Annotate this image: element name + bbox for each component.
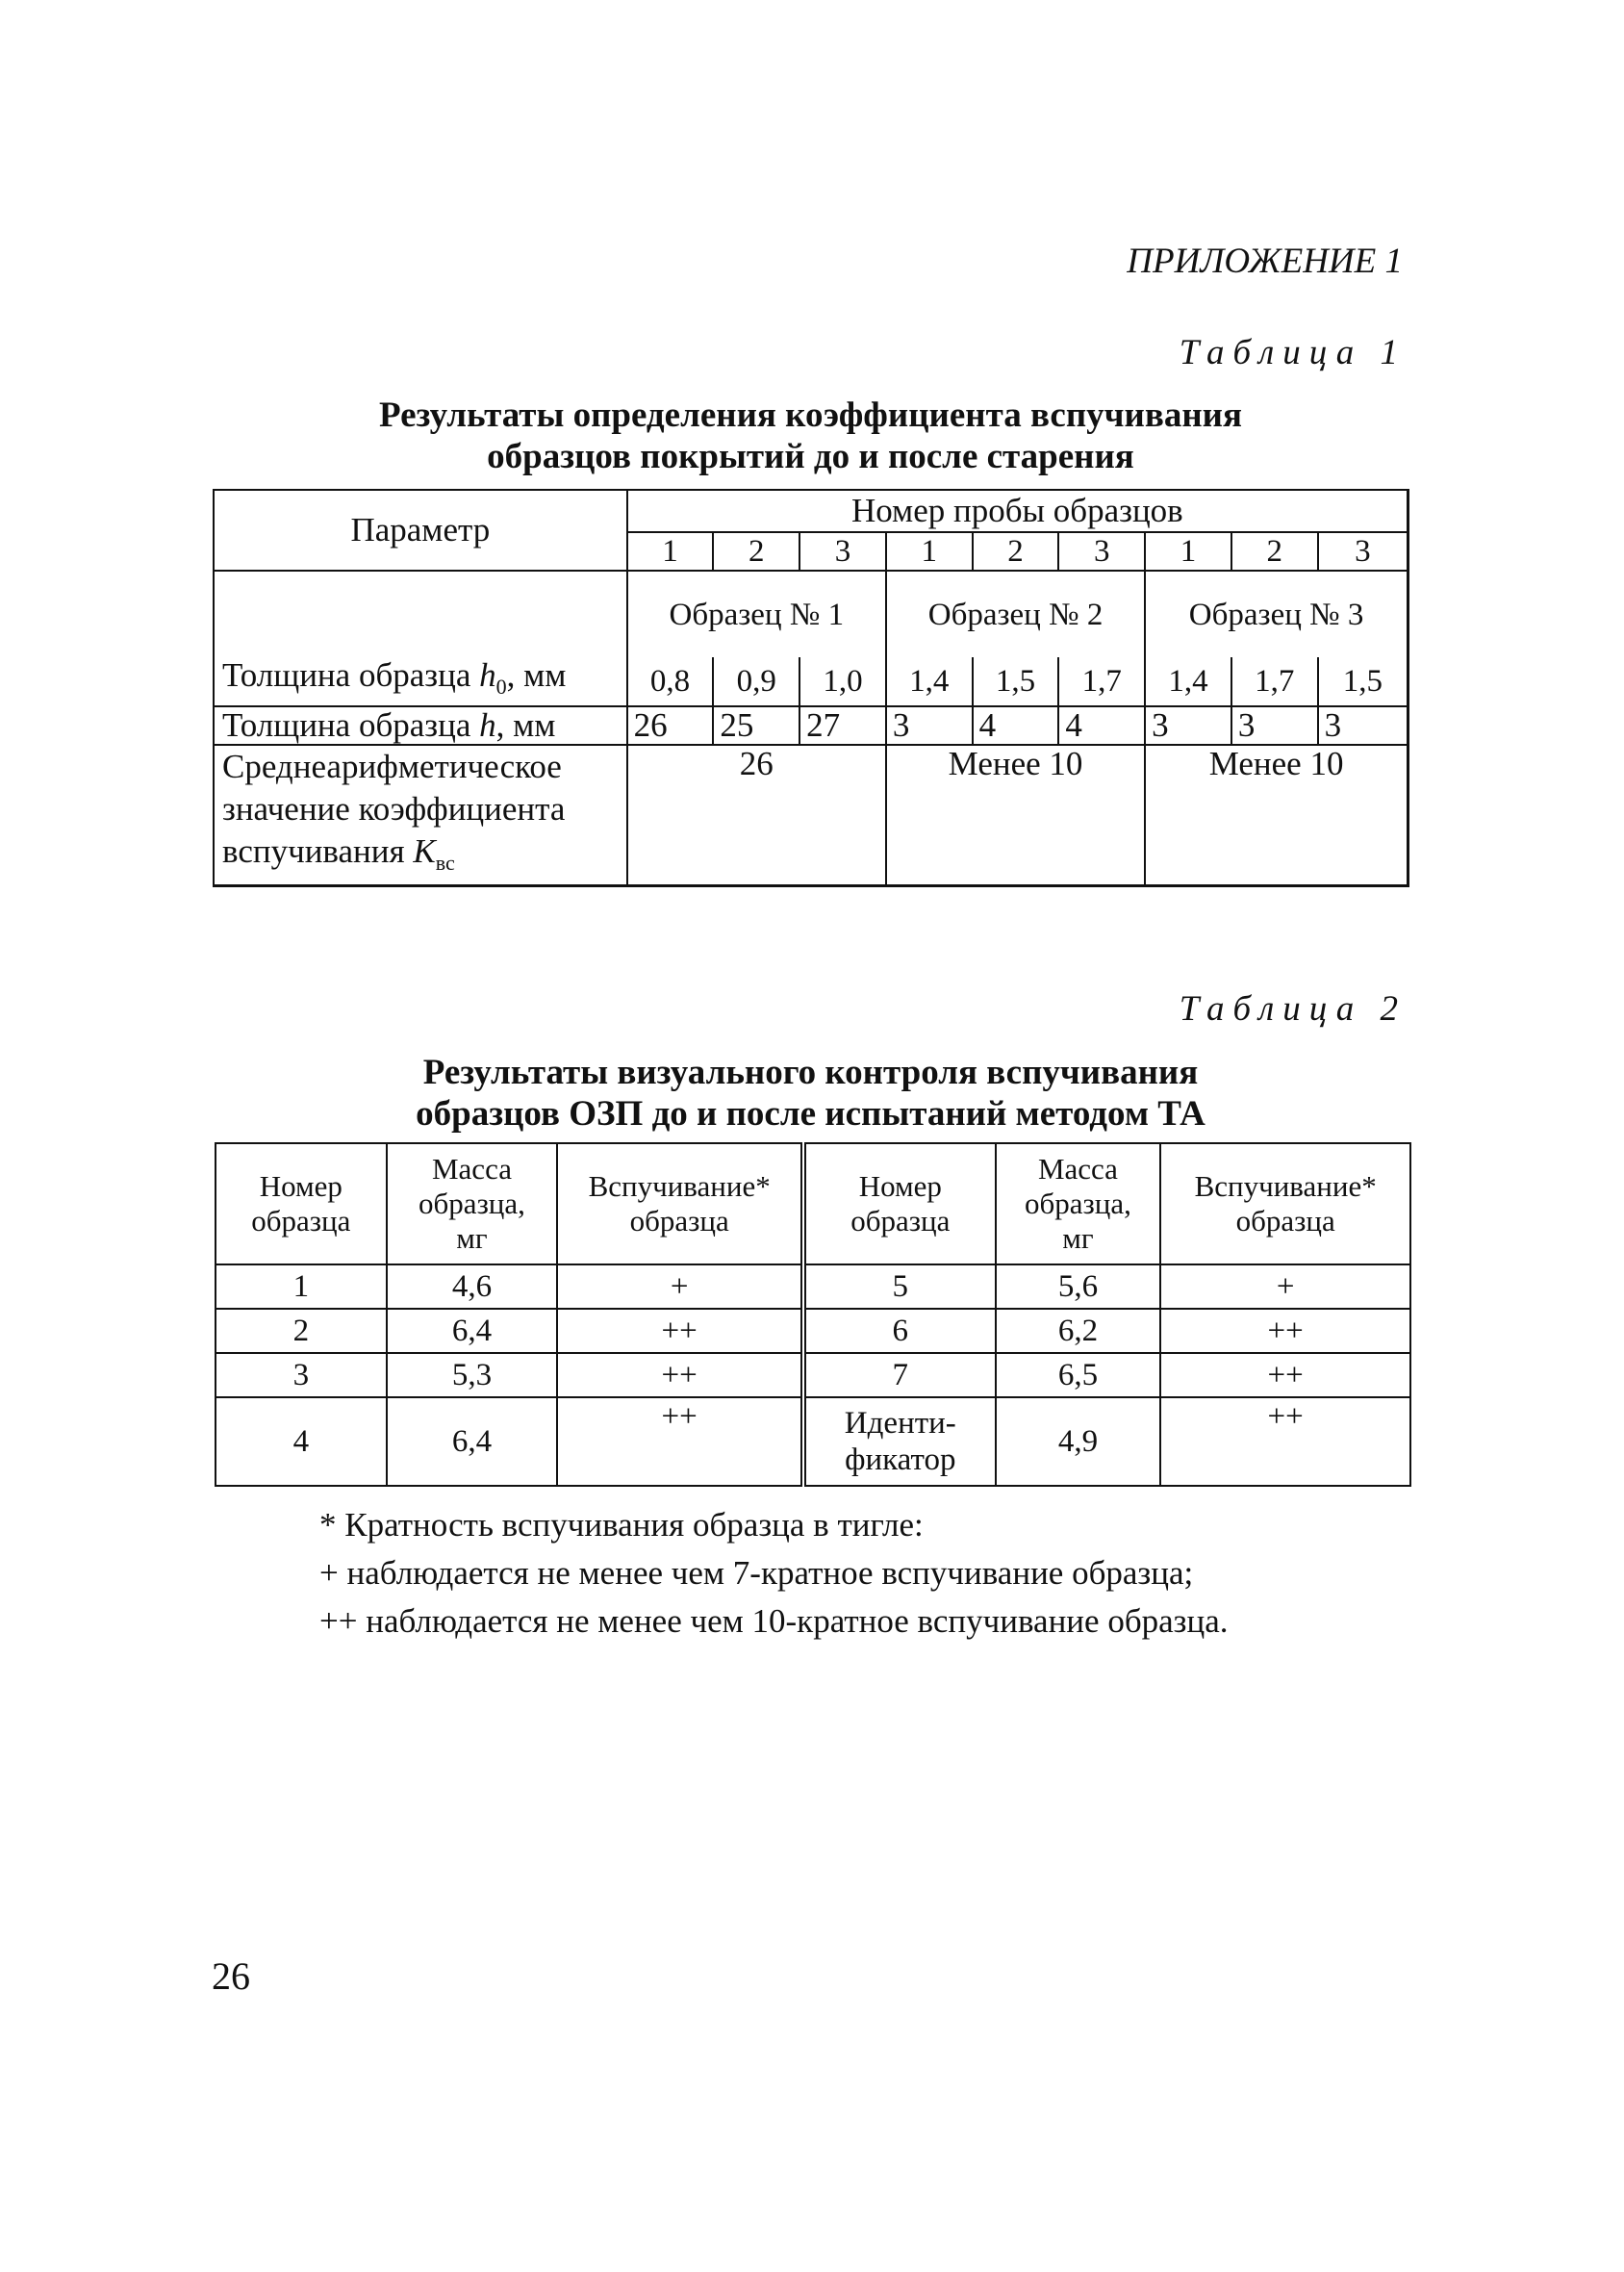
head-mass-line3: мг <box>456 1221 488 1255</box>
sample-mass: 4,6 <box>387 1264 558 1309</box>
row-avg-sub: вс <box>435 851 455 875</box>
sample-mass: 6,5 <box>996 1353 1161 1397</box>
head-mass-line3: мг <box>1062 1221 1094 1255</box>
row-avg-line2: значение коэффициента <box>222 790 566 828</box>
head-swell-line2: образца <box>1235 1204 1335 1238</box>
sample-mass: 4,9 <box>996 1397 1161 1486</box>
row-h0-label <box>214 657 627 706</box>
table1-label: Таблица 1 <box>1179 333 1407 372</box>
table-row <box>216 1264 1410 1309</box>
head-num-line1: Номер <box>858 1169 942 1203</box>
h0-value: 1,7 <box>1058 657 1145 706</box>
probe-number: 2 <box>713 532 799 571</box>
sample-mass: 6,4 <box>387 1397 558 1486</box>
sample-number: 2 <box>216 1309 387 1353</box>
sample-mass: 6,2 <box>996 1309 1161 1353</box>
sample-swell: ++ <box>1160 1353 1410 1397</box>
row-h0-symbol: h <box>479 656 496 694</box>
probe-number: 1 <box>886 532 973 571</box>
head-swell-right <box>1160 1143 1410 1264</box>
identifier-line1: Иденти- <box>844 1406 956 1441</box>
probe-number: 1 <box>1145 532 1231 571</box>
table2-caption-line1: Результаты визуального контроля вспучивания <box>422 1053 1199 1092</box>
footnote-line: + наблюдается не менее чем 7-кратное вспучивание образца; <box>319 1554 1194 1592</box>
h0-value: 1,5 <box>973 657 1059 706</box>
sample-mass: 5,6 <box>996 1264 1161 1309</box>
row-h0-unit: , мм <box>506 656 567 694</box>
h-value: 4 <box>1058 706 1145 745</box>
table-row <box>216 1353 1410 1397</box>
col-param-header: Параметр <box>214 490 627 571</box>
head-swell-line2: образца <box>629 1204 729 1238</box>
sample-number: 6 <box>803 1309 996 1353</box>
avg-value: Менее 10 <box>886 745 1145 886</box>
table1-caption <box>212 395 1409 477</box>
table2-caption <box>212 1052 1409 1135</box>
sample-number: 5 <box>803 1264 996 1309</box>
probe-number: 3 <box>1318 532 1408 571</box>
head-swell-line1: Вспучивание* <box>1194 1169 1377 1203</box>
sample-number: 1 <box>216 1264 387 1309</box>
head-mass-line1: Масса <box>431 1152 512 1186</box>
row-h-symbol: h <box>479 706 496 744</box>
h0-value: 1,5 <box>1318 657 1408 706</box>
footnotes <box>319 1501 1229 1646</box>
head-num-right <box>803 1143 996 1264</box>
row-avg-line1: Среднеарифметическое <box>222 748 562 785</box>
h0-value: 1,7 <box>1231 657 1318 706</box>
row-avg-line3: вспучивания <box>222 832 414 870</box>
sample-number: 7 <box>803 1353 996 1397</box>
row-h0 <box>214 657 1408 706</box>
sample-group-3: Образец № 3 <box>1145 571 1408 657</box>
head-mass-line2: образца, <box>419 1187 525 1220</box>
head-swell-line1: Вспучивание* <box>588 1169 771 1203</box>
h-value: 4 <box>973 706 1059 745</box>
h-value: 3 <box>886 706 973 745</box>
sample-group-1: Образец № 1 <box>627 571 886 657</box>
table1 <box>213 489 1409 887</box>
head-mass-left <box>387 1143 558 1264</box>
sample-swell: ++ <box>1160 1309 1410 1353</box>
h-value: 25 <box>713 706 799 745</box>
table-row <box>216 1397 1410 1486</box>
h0-value: 1,4 <box>1145 657 1231 706</box>
row-h-label <box>214 706 627 745</box>
h0-value: 0,8 <box>627 657 714 706</box>
head-mass-line1: Масса <box>1037 1152 1118 1186</box>
head-mass-right <box>996 1143 1161 1264</box>
h-value: 3 <box>1318 706 1408 745</box>
appendix-title: ПРИЛОЖЕНИЕ 1 <box>1127 242 1403 281</box>
h-value: 27 <box>799 706 886 745</box>
identifier-line2: фикатор <box>845 1442 956 1477</box>
row-h-text: Толщина образца <box>222 706 480 744</box>
row-avg-symbol: K <box>413 832 436 870</box>
table-row <box>216 1309 1410 1353</box>
head-num-line2: образца <box>251 1204 351 1238</box>
sample-group-2: Образец № 2 <box>886 571 1145 657</box>
sample-number: 3 <box>216 1353 387 1397</box>
head-num-left <box>216 1143 387 1264</box>
table1-caption-line2: образцов покрытий до и после старения <box>487 437 1134 476</box>
sample-swell: + <box>557 1264 803 1309</box>
page-number: 26 <box>212 1954 250 1998</box>
row-h0-text: Толщина образца <box>222 656 480 694</box>
probe-number: 2 <box>973 532 1059 571</box>
h-value: 3 <box>1231 706 1318 745</box>
sample-swell: ++ <box>557 1309 803 1353</box>
avg-value: Менее 10 <box>1145 745 1408 886</box>
h-value: 3 <box>1145 706 1231 745</box>
row-h <box>214 706 1408 745</box>
avg-value: 26 <box>627 745 886 886</box>
probe-number: 3 <box>1058 532 1145 571</box>
table2-caption-line2: образцов ОЗП до и после испытаний методом ТА <box>416 1094 1205 1134</box>
footnote-line: * Кратность вспучивания образца в тигле: <box>319 1506 924 1544</box>
probe-number: 3 <box>799 532 886 571</box>
probe-number: 1 <box>627 532 714 571</box>
h0-value: 1,4 <box>886 657 973 706</box>
sample-number: 4 <box>216 1397 387 1486</box>
sample-mass: 5,3 <box>387 1353 558 1397</box>
head-num-line1: Номер <box>259 1169 343 1203</box>
footnote-line: ++ наблюдается не менее чем 10-кратное вспучивание образца. <box>319 1602 1229 1640</box>
table2-label: Таблица 2 <box>1179 989 1407 1029</box>
head-mass-line2: образца, <box>1025 1187 1131 1220</box>
h0-value: 0,9 <box>713 657 799 706</box>
empty-cell <box>214 571 627 657</box>
table2 <box>215 1142 1411 1487</box>
sample-swell: ++ <box>557 1353 803 1397</box>
head-swell-left <box>557 1143 803 1264</box>
row-h0-sub: 0 <box>495 675 507 699</box>
row-avg <box>214 745 1408 886</box>
col-probe-header: Номер пробы образцов <box>627 490 1408 532</box>
probe-number: 2 <box>1231 532 1318 571</box>
identifier-cell <box>803 1397 996 1486</box>
head-num-line2: образца <box>850 1204 951 1238</box>
sample-swell: ++ <box>557 1397 803 1486</box>
table1-caption-line1: Результаты определения коэффициента вспучивания <box>379 396 1242 435</box>
row-h-unit: , мм <box>495 706 556 744</box>
sample-swell: + <box>1160 1264 1410 1309</box>
h-value: 26 <box>627 706 714 745</box>
sample-swell: ++ <box>1160 1397 1410 1486</box>
h0-value: 1,0 <box>799 657 886 706</box>
row-avg-label <box>214 745 627 886</box>
table2-header-row <box>216 1143 1410 1264</box>
sample-mass: 6,4 <box>387 1309 558 1353</box>
